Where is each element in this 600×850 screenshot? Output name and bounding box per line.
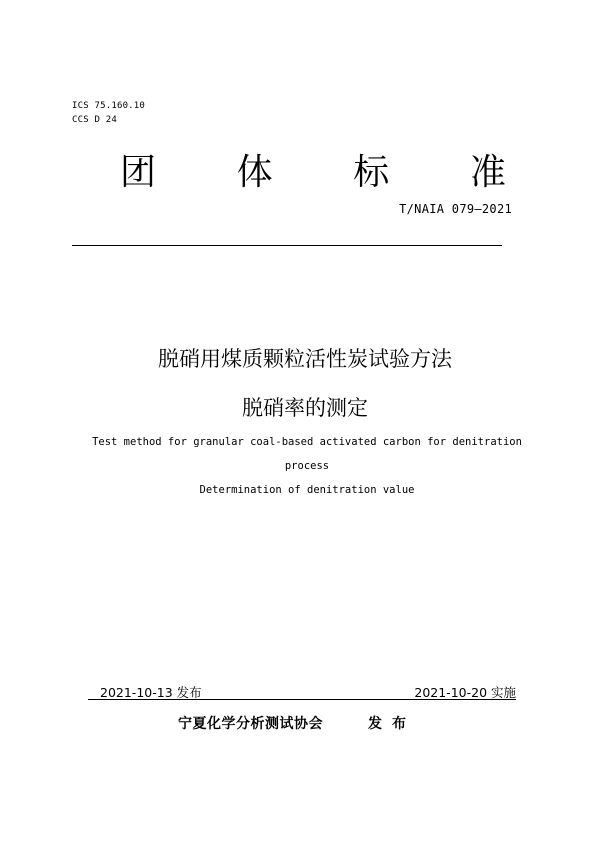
standard-type-char: 团 <box>119 152 156 193</box>
chinese-title-line-1: 脱硝用煤质颗粒活性炭试验方法 <box>158 347 452 371</box>
footer-divider <box>88 699 516 700</box>
chinese-title-line-2: 脱硝率的测定 <box>242 396 368 420</box>
standard-type-heading <box>118 148 508 198</box>
header-divider <box>72 245 502 246</box>
standard-type-char: 准 <box>469 152 506 193</box>
standard-type-char: 标 <box>353 152 390 193</box>
implementation-date: 2021-10-20 实施 <box>414 685 516 700</box>
english-title-line-1: Test method for granular coal-based activated carbon for denitration <box>92 436 522 448</box>
publish-label: 发布 <box>368 716 416 732</box>
ics-code: ICS 75.160.10 <box>72 101 146 111</box>
ccs-code: CCS D 24 <box>72 115 117 125</box>
publisher-name: 宁夏化学分析测试协会 <box>178 716 323 732</box>
english-title-line-2: process <box>284 460 330 472</box>
english-title-line-3: Determination of denitration value <box>199 484 415 496</box>
standard-type-char: 体 <box>236 152 273 193</box>
standard-number: T/NAIA 079—2021 <box>399 202 512 216</box>
issue-date: 2021-10-13 发布 <box>100 685 202 700</box>
